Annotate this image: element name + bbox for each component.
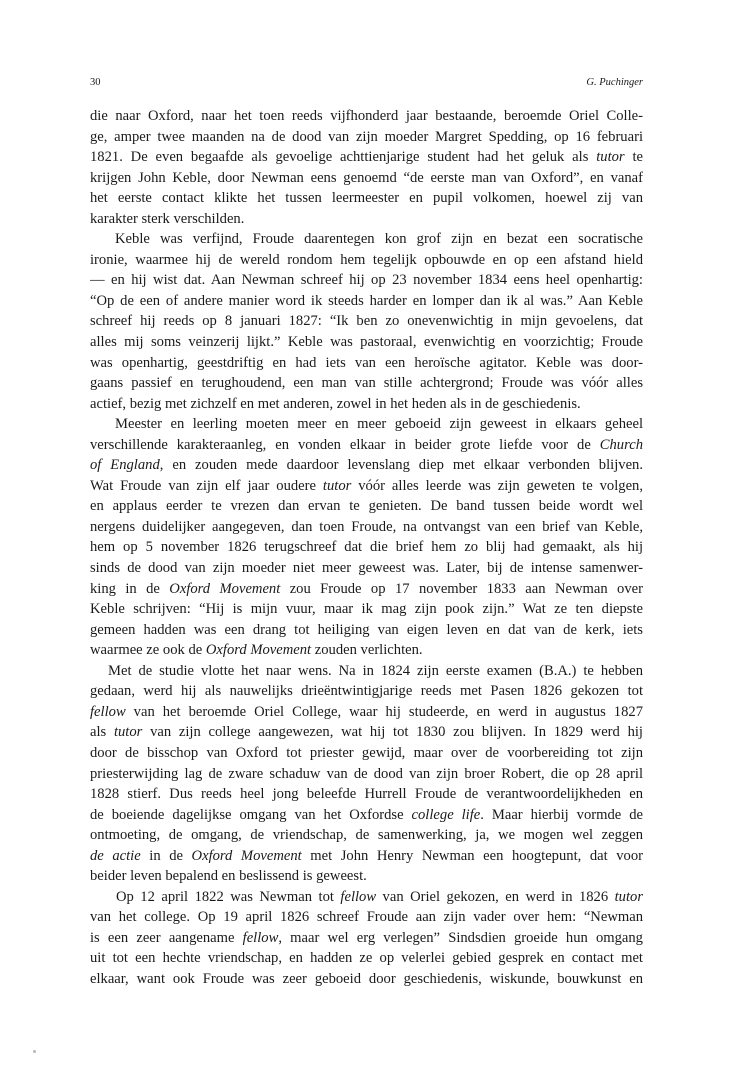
- text-line: [90, 168, 643, 189]
- text-run: elkaar, want ook Froude was zeer geboeid door geschiedenis, wiskunde, bouwkunst en: [90, 970, 643, 987]
- text-run: Meester en leerling moeten meer en meer geboeid zijn geweest in elkaars geheel: [115, 416, 643, 433]
- text-run: actief, bezig met zichzelf en met anderen, zowel in het heden als in de geschiedenis.: [90, 395, 581, 412]
- text-line: [90, 620, 643, 641]
- text-run: van Oriel gekozen, en werd in 1826: [376, 888, 615, 905]
- text-line: [90, 866, 643, 887]
- text-run: ironie, waarmee hij de wereld rondom hem tegelijk opbouwde en op een afstand hield: [90, 251, 643, 268]
- text-run: Wat Froude van zijn elf jaar oudere: [90, 477, 323, 494]
- text-line: [90, 948, 643, 969]
- italic-term: tutor: [113, 724, 143, 741]
- text-run: vóór alles leerde was zijn geweten te volgen,: [351, 477, 643, 494]
- page-header: [90, 76, 643, 90]
- italic-term: Oxford Movement: [169, 580, 281, 597]
- text-run: Keble schrijven: “Hij is mijn vuur, maar ik mag zijn pook zijn.” Wat ze ten diepste: [90, 601, 643, 618]
- text-run: met John Henry Newman een hoogtepunt, dat voor: [301, 847, 643, 864]
- text-run: nergens duidelijker aangegeven, dan toen Froude, na ontvangst van een brief van Keble,: [90, 518, 643, 535]
- text-line: [90, 907, 643, 928]
- text-run: Keble was verfijnd, Froude daarentegen kon grof zijn en bezat een socratische: [115, 231, 643, 248]
- italic-term: fellow: [90, 703, 126, 720]
- text-line: [90, 825, 643, 846]
- text-run: karakter sterk verschilden.: [90, 210, 245, 227]
- text-run: sinds de dood van zijn moeder niet meer geweest was. Later, bij de intense samenwer-: [90, 560, 643, 577]
- text-run: — en hij wist dat. Aan Newman schreef hij op 23 november 1834 eens heel openhartig:: [90, 272, 643, 289]
- text-line: [90, 291, 643, 312]
- text-line: [90, 517, 643, 538]
- paragraph: [90, 106, 643, 229]
- text-line: [90, 805, 643, 826]
- text-run: gaans passief en terughoudend, een man van stille achtergrond; Froude was vóór alles: [90, 375, 643, 392]
- text-line: [90, 969, 643, 990]
- text-run: waarmee ze ook de: [90, 642, 206, 659]
- text-run: zou Froude op 17 november 1833 aan Newman over: [280, 580, 643, 597]
- text-line: [90, 661, 643, 682]
- text-line: [90, 373, 643, 394]
- text-line: [90, 784, 643, 805]
- text-line: [90, 579, 643, 600]
- text-run: die naar Oxford, naar het toen reeds vijfhonderd jaar bestaande, beroemde Oriel Colle-: [90, 108, 643, 124]
- italic-term: of England: [90, 457, 160, 474]
- text-line: [90, 496, 643, 517]
- text-line: [90, 743, 643, 764]
- text-run: krijgen John Keble, door Newman eens genoemd “de eerste man van Oxford”, en vanaf: [90, 169, 643, 186]
- text-line: [90, 394, 643, 415]
- text-run: als: [90, 724, 114, 741]
- text-line: [90, 928, 643, 949]
- text-run: gedaan, werd hij als nauwelijks drieëntwintigjarige reeds met Pasen 1826 gekozen tot: [90, 683, 643, 700]
- text-run: priesterwijding lag de zware schaduw van de dood van zijn broer Robert, die op 28 april: [90, 765, 643, 782]
- page-number: 30: [90, 77, 101, 88]
- text-run: beider leven bepalend en beslissend is geweest.: [90, 868, 367, 885]
- italic-term: tutor: [614, 888, 643, 905]
- text-run: van zijn college aangewezen, wat hij tot 1830 zou blijven. In 1829 werd hij: [142, 724, 643, 741]
- text-run: de boeiende dagelijkse omgang van het Oxfordse: [90, 806, 412, 823]
- text-line: [90, 887, 643, 908]
- text-run: van het college. Op 19 april 1826 schreef Froude aan zijn vader over hem: “Newman: [90, 909, 643, 926]
- running-head-author: G. Puchinger: [586, 77, 643, 88]
- text-run: king in de: [90, 580, 170, 597]
- text-run: door de bisschop van Oxford tot priester gewijd, maar over de voorbereiding tot zijn: [90, 744, 643, 761]
- text-line: [90, 229, 643, 250]
- text-line: [90, 558, 643, 579]
- text-line: [90, 414, 643, 435]
- body-text: [90, 106, 643, 990]
- text-line: [90, 537, 643, 558]
- paragraph: [90, 661, 643, 887]
- text-run: alles mij soms veinzerij lijkt.” Keble was pastoraal, evenwichtig en voorzichtig; Froude: [90, 334, 643, 351]
- text-line: [90, 702, 643, 723]
- text-line: [90, 764, 643, 785]
- scan-speck: [33, 1050, 36, 1053]
- text-line: [90, 332, 643, 353]
- text-run: ge, amper twee maanden na de dood van zijn moeder Margret Spedding, op 16 februari: [90, 128, 643, 145]
- text-run: “Op de een of andere manier word ik steeds harder en lomper dan ik al was.” Aan Keble: [90, 292, 643, 309]
- text-run: schreef hij reeds op 8 januari 1827: “Ik ben zo onevenwichtig in mijn gevoelens, dat: [90, 313, 643, 330]
- text-line: [90, 476, 643, 497]
- paragraph: [90, 229, 643, 414]
- text-run: van het beroemde Oriel College, waar hij studeerde, en werd in augustus 1827: [125, 703, 643, 720]
- text-run: 1828 stierf. Dus reeds heel jong beleefde Hurrell Froude de verantwoordelijkheden en: [90, 786, 643, 803]
- text-line: [90, 681, 643, 702]
- paragraph: [90, 887, 643, 990]
- text-run: het eerste contact klikte het tussen leermeester en pupil volkomen, hoewel zij van: [90, 190, 643, 207]
- text-run: , en zouden mede daardoor levenslang diep met elkaar verbonden blijven.: [159, 457, 643, 474]
- italic-term: Oxford Movement: [205, 642, 312, 659]
- text-run: te: [624, 149, 643, 166]
- italic-term: fellow: [340, 888, 377, 905]
- text-line: [90, 599, 643, 620]
- text-line: [90, 209, 643, 230]
- text-run: . Maar hierbij vormde de: [480, 806, 643, 823]
- italic-term: fellow: [242, 929, 279, 946]
- italic-term: Oxford Movement: [191, 847, 302, 864]
- text-line: [90, 846, 643, 867]
- text-line: [90, 250, 643, 271]
- text-run: zouden verlichten.: [311, 642, 423, 659]
- text-run: hem op 5 november 1826 terugschreef dat die brief hem zo blij had gemaakt, als hij: [90, 539, 643, 556]
- italic-term: tutor: [596, 149, 625, 166]
- text-run: verschillende karakteraanleg, en vonden elkaar in beider grote liefde voor de: [90, 436, 600, 453]
- text-line: [90, 435, 643, 456]
- text-run: Op 12 april 1822 was Newman tot: [116, 888, 341, 905]
- text-run: ontmoeting, de omgang, de vriendschap, de samenwerking, ja, we mogen wel zeggen: [90, 827, 643, 844]
- text-run: is een zeer aangename: [90, 929, 243, 946]
- italic-term: Church: [599, 436, 643, 453]
- text-run: 1821. De even begaafde als gevoelige achttienjarige student had het geluk als: [90, 149, 597, 166]
- italic-term: tutor: [322, 477, 352, 494]
- text-run: uit tot een hechte vriendschap, en hadden ze op velerlei gebied gesprek en contact met: [90, 950, 643, 967]
- italic-term: de actie: [90, 847, 141, 864]
- text-run: was openhartig, geestdriftig en had iets van een heroïsche agitator. Keble was door-: [90, 354, 643, 371]
- text-line: [90, 188, 643, 209]
- text-line: [90, 106, 643, 127]
- text-run: en applaus eerder te vrezen dan ervan te genieten. De band tussen beide wordt wel: [90, 498, 643, 515]
- text-line: [90, 353, 643, 374]
- text-run: Met de studie vlotte het naar wens. Na in 1824 zijn eerste examen (B.A.) te hebben: [108, 662, 643, 679]
- text-run: , maar wel erg verlegen” Sindsdien groeide hun omgang: [278, 929, 643, 946]
- text-line: [90, 640, 643, 661]
- text-line: [90, 311, 643, 332]
- paragraph: [90, 414, 643, 661]
- text-run: gemeen hadden was een drang tot heiliging van eigen leven en dat van de kerk, iets: [90, 621, 643, 638]
- text-line: [90, 127, 643, 148]
- text-run: in de: [140, 847, 192, 864]
- text-line: [90, 722, 643, 743]
- text-line: [90, 455, 643, 476]
- text-line: [90, 270, 643, 291]
- text-line: [90, 147, 643, 168]
- italic-term: college life: [411, 806, 481, 823]
